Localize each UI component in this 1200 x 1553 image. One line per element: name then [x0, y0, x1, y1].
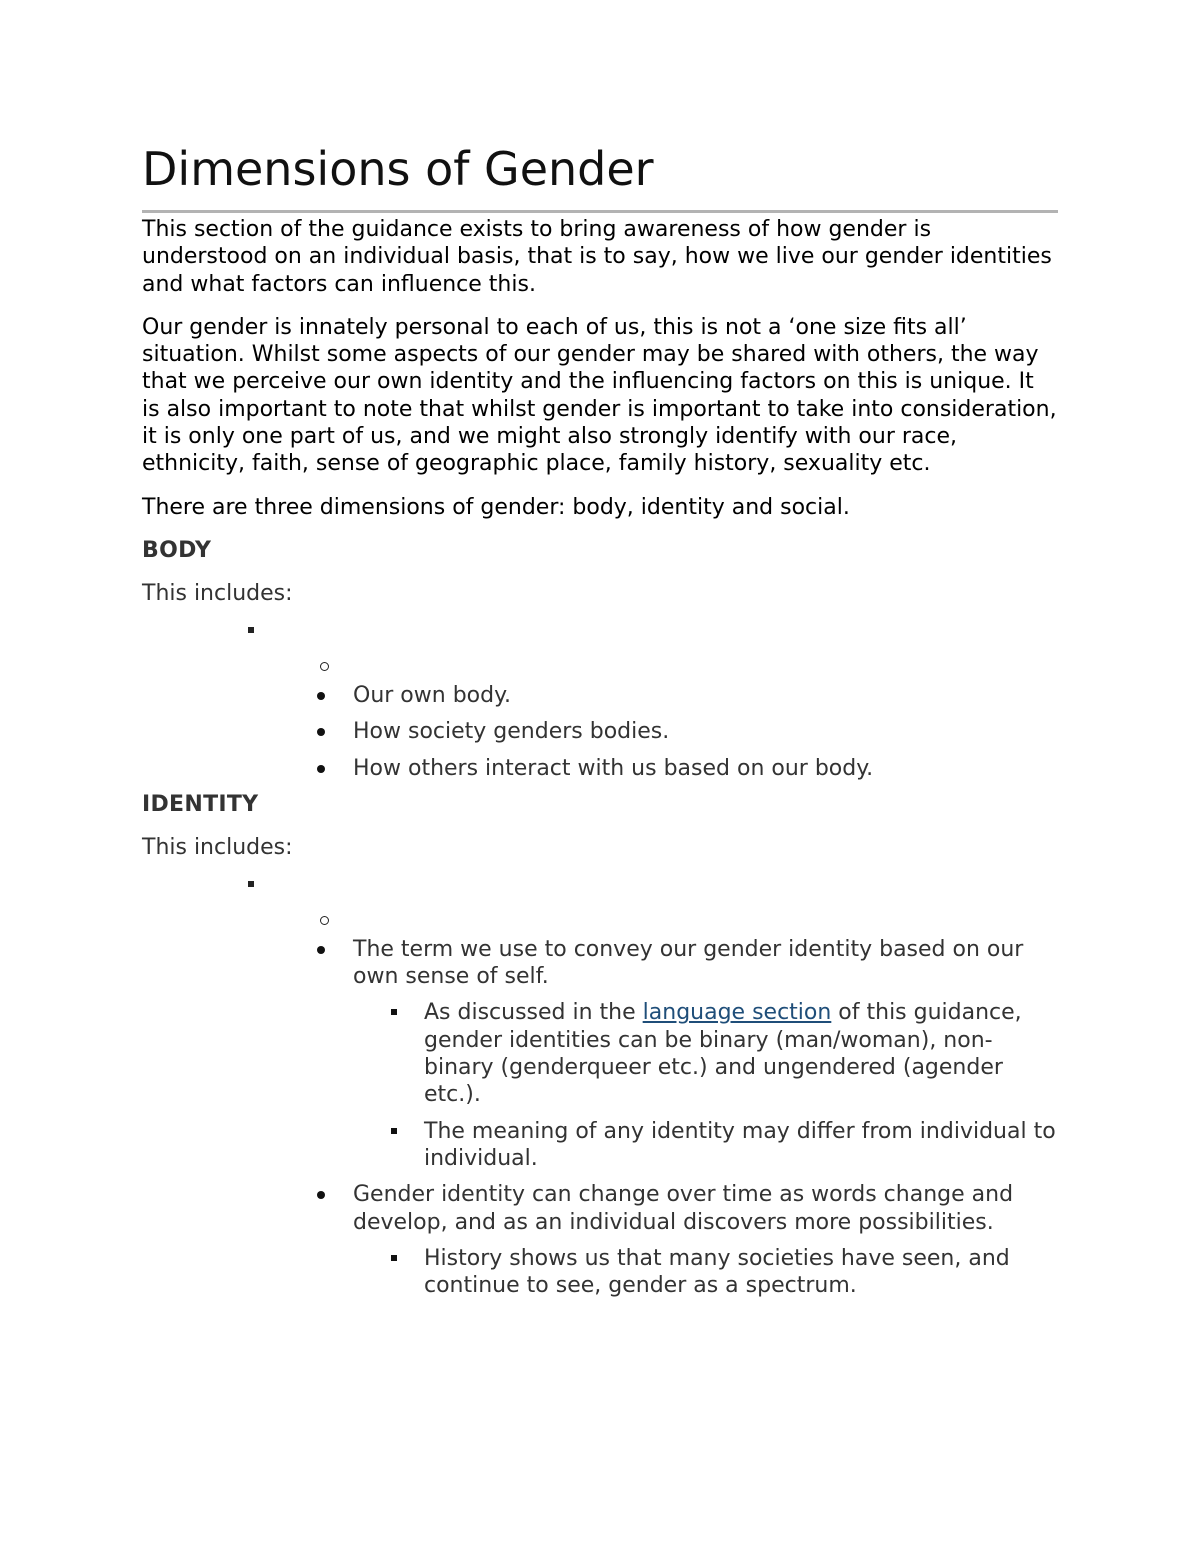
bullet-icon	[317, 692, 325, 700]
list-item	[142, 936, 1058, 991]
intro-paragraph: This section of the guidance exists to bring awareness of how gender is understood on an individual basis, that is to say, how we live our gender identities and what factors can influence this.	[142, 217, 1052, 297]
bullet-icon	[317, 1191, 325, 1199]
circle-bullet-icon	[320, 662, 329, 671]
language-section-link[interactable]: language section	[642, 1000, 832, 1026]
title-divider	[142, 210, 1058, 213]
personal-paragraph: Our gender is innately personal to each of us, this is not a ‘one size fits all’ situation. Whilst some aspects of our gender may be shared with others, the way that we perceive our own identity and the influencing factors on this is unique. It is also important to note that whilst gender is important to take into consideration, it is only one part of us, and we might also strongly identify with our race, ethnicity, faith, sense of geographic place, family history, sexuality etc.	[142, 314, 1057, 477]
body-heading: BODY	[142, 537, 212, 563]
empty-bullet-row	[142, 653, 1058, 680]
page-title: Dimensions of Gender	[142, 142, 654, 196]
list-item-text: Our own body.	[353, 682, 511, 708]
empty-bullet-row	[142, 907, 1058, 934]
sub-list-text: The meaning of any identity may differ from individual to individual.	[424, 1118, 1056, 1171]
identity-includes-label: This includes:	[142, 834, 293, 860]
body-includes-label: This includes:	[142, 580, 293, 606]
sub-list-text-after: of this guidance, gender identities can be binary (man/woman), non-binary (genderqueer etc.) and ungendered (agender etc.).	[424, 1000, 1022, 1108]
list-item-text: Gender identity can change over time as words change and develop, and as an individual discovers more possibilities.	[353, 1182, 1014, 1235]
sub-list-item	[142, 1245, 1058, 1300]
list-item	[142, 1181, 1058, 1236]
square-bullet-icon	[248, 881, 254, 887]
list-item-text: How others interact with us based on our body.	[353, 755, 874, 781]
document-content	[142, 140, 1058, 1299]
list-item	[142, 755, 1058, 782]
sub-list-item	[142, 1118, 1058, 1173]
identity-heading: IDENTITY	[142, 791, 259, 817]
square-bullet-icon	[391, 1255, 397, 1261]
square-bullet-icon	[391, 1009, 397, 1015]
sub-list-text: History shows us that many societies have seen, and continue to see, gender as a spectrum.	[424, 1245, 1010, 1299]
bullet-icon	[317, 728, 325, 736]
list-item	[142, 718, 1058, 745]
empty-bullet-row	[142, 617, 1058, 644]
list-item	[142, 682, 1058, 709]
sub-list-text-before: As discussed in the	[424, 1000, 643, 1026]
list-item-text: The term we use to convey our gender identity based on our own sense of self.	[353, 936, 1024, 990]
bullet-icon	[317, 946, 325, 954]
bullet-icon	[317, 765, 325, 773]
list-item-text: How society genders bodies.	[353, 719, 670, 745]
circle-bullet-icon	[320, 916, 329, 925]
square-bullet-icon	[391, 1128, 397, 1134]
square-bullet-icon	[248, 627, 254, 633]
sub-list-item	[142, 999, 1058, 1108]
empty-bullet-row	[142, 871, 1058, 898]
dimensions-paragraph: There are three dimensions of gender: body, identity and social.	[142, 494, 850, 520]
